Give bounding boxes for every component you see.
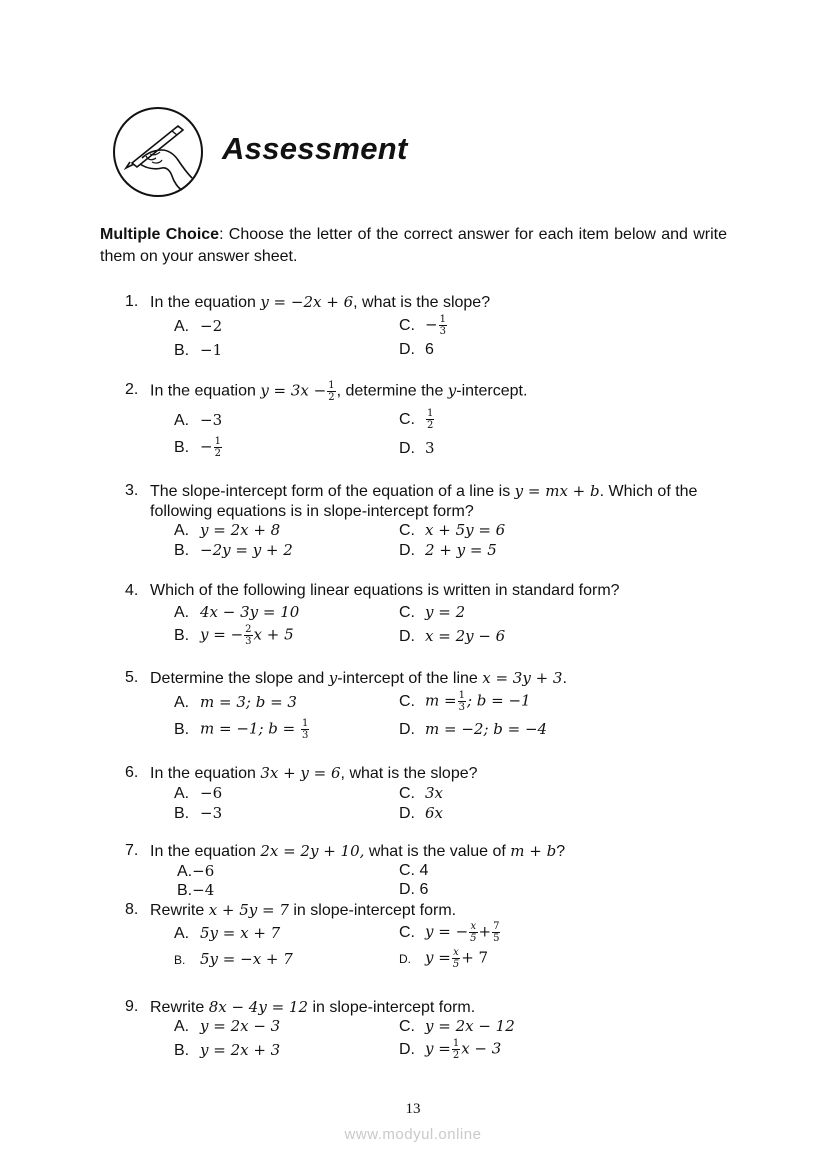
option-label: B.: [174, 626, 190, 644]
option-c: [399, 921, 501, 944]
option-value: x + 5y = 6: [425, 521, 506, 539]
question-3: [125, 481, 729, 522]
option-label: B.: [174, 542, 190, 559]
question-text: [150, 841, 745, 862]
option-value: y = 2x + 8: [200, 521, 281, 539]
instructions: [100, 224, 727, 268]
option-value: +: [478, 922, 492, 941]
option-label: A.: [177, 863, 193, 880]
option-c: [399, 314, 448, 337]
option-value: m =: [425, 691, 457, 710]
denominator: 3: [301, 730, 309, 741]
option-label: A.: [174, 318, 190, 335]
page-title: Assessment: [222, 131, 408, 166]
question-text: [150, 380, 745, 403]
text: . Which of the following equations is in slope-intercept form?: [150, 483, 698, 520]
question-number: 8.: [125, 901, 139, 918]
option-label: A.: [174, 785, 190, 802]
question-number: 6.: [125, 764, 139, 781]
question-5: [125, 668, 745, 689]
denominator: 3: [439, 326, 446, 337]
option-value: −2y = y + 2: [200, 541, 293, 559]
option-a: [174, 692, 297, 713]
option-value: −3: [200, 411, 223, 429]
question-number: 1.: [125, 293, 139, 310]
text: In the equation: [150, 765, 261, 782]
option-value: x = 2y − 6: [425, 627, 506, 645]
option-a: [174, 1016, 280, 1037]
option-c: [399, 690, 531, 713]
text: Rewrite: [150, 999, 209, 1016]
option-d: D. 6: [399, 881, 429, 898]
fraction: [327, 380, 335, 403]
text: In the equation: [150, 843, 261, 860]
option-b: [174, 1040, 280, 1061]
numerator: 2: [245, 624, 252, 635]
numerator: 1: [439, 314, 446, 325]
option-value: −3: [200, 804, 223, 822]
page-number: 13: [405, 1101, 421, 1117]
option-a: [174, 602, 299, 623]
numerator: 7: [493, 921, 500, 932]
question-text: [150, 763, 745, 784]
option-a: [174, 923, 280, 944]
option-value: y = 2x − 12: [425, 1017, 515, 1035]
option-c: [399, 520, 505, 541]
option-d: [399, 626, 505, 647]
option-b: [177, 880, 214, 901]
denominator: 5: [493, 933, 500, 944]
option-label: D.: [399, 440, 415, 457]
option-value: −6: [200, 784, 223, 802]
denominator: 3: [245, 636, 252, 647]
option-value: −: [425, 315, 438, 334]
option-value: 4x − 3y = 10: [200, 603, 300, 621]
math: 3x + y = 6: [260, 764, 341, 782]
option-value: −2: [200, 317, 223, 335]
option-label: D.: [399, 951, 411, 966]
option-label: A.: [174, 1018, 190, 1035]
denominator: 3: [458, 702, 465, 713]
instructions-label: Multiple Choice: [100, 226, 220, 243]
question-number: 5.: [125, 669, 139, 686]
option-a: [174, 410, 222, 431]
text: in slope-intercept form.: [308, 999, 476, 1016]
question-6: [125, 763, 745, 784]
question-number: 7.: [125, 842, 139, 859]
option-label: C.: [399, 522, 415, 539]
option-value: 5y = −x + 7: [200, 950, 293, 968]
option-a: [174, 316, 222, 337]
option-label: D.: [399, 805, 415, 822]
option-label: A.: [174, 604, 190, 621]
math: x = 3y + 3: [482, 669, 563, 687]
option-a: [177, 861, 214, 882]
math: y = 3x −: [260, 381, 327, 400]
option-label: C.: [399, 410, 415, 428]
question-number: 2.: [125, 381, 139, 398]
text: ?: [556, 843, 566, 860]
option-label: D.: [399, 1040, 415, 1058]
instructions-text: : Choose the letter of the correct answer for each item below and write them on your answer sheet.: [100, 226, 727, 265]
option-a: [174, 783, 222, 804]
text: -intercept of the line: [337, 670, 483, 687]
option-d: [399, 947, 488, 970]
option-label: B.: [174, 1042, 190, 1059]
text: , what is the slope?: [353, 294, 491, 311]
hand-writing-icon: [112, 106, 204, 198]
numerator: 1: [301, 718, 309, 729]
option-value: 3: [425, 439, 435, 457]
option-value: m = −1; b =: [200, 719, 300, 738]
math: 2x = 2y + 10,: [260, 842, 365, 860]
numerator: 1: [458, 690, 465, 701]
option-label: B.: [177, 882, 193, 899]
math: 8x − 4y = 12: [208, 998, 309, 1016]
math: y: [447, 381, 457, 400]
denominator: 5: [470, 933, 477, 944]
math: y = mx + b: [514, 482, 600, 500]
fraction: [492, 921, 500, 944]
math: y: [328, 669, 338, 687]
option-value: + 7: [461, 948, 489, 967]
option-d: [399, 340, 434, 360]
option-c: C. 4: [399, 862, 429, 879]
numerator: 1: [328, 380, 335, 391]
question-number: 9.: [125, 998, 139, 1015]
option-value: −4: [192, 881, 215, 899]
fraction: [458, 690, 466, 713]
fraction: [301, 718, 309, 741]
option-value: −6: [192, 862, 215, 880]
option-value: x − 3: [461, 1039, 502, 1058]
option-value: m = 3; b = 3: [200, 693, 297, 711]
question-text: [150, 481, 729, 522]
denominator: 2: [328, 392, 335, 403]
fraction: [469, 921, 477, 944]
option-label: C.: [399, 316, 415, 334]
question-text: [150, 668, 745, 689]
text: in slope-intercept form.: [288, 902, 457, 919]
option-b: [174, 803, 222, 824]
option-a: [174, 520, 280, 541]
option-label: C.: [399, 604, 415, 621]
option-label: B.: [174, 720, 190, 738]
text: -intercept.: [456, 382, 528, 400]
numerator: x: [453, 947, 459, 958]
option-value: y = −: [425, 922, 469, 941]
option-value: ; b = −1: [466, 691, 531, 710]
option-label: C.: [399, 785, 415, 802]
option-b: [174, 340, 222, 361]
question-text: [150, 997, 745, 1018]
fraction: [244, 624, 252, 647]
denominator: 2: [214, 448, 221, 459]
question-2: [125, 380, 745, 403]
option-d: [399, 540, 497, 561]
option-label: A.: [174, 522, 190, 539]
option-label: C.: [399, 1018, 415, 1035]
option-d: [399, 803, 443, 824]
question-8: [125, 900, 745, 921]
option-value: y = 2: [425, 603, 466, 621]
fraction: [214, 436, 222, 459]
denominator: 2: [452, 1050, 460, 1061]
option-value: y =: [425, 948, 451, 967]
option-label: D.: [399, 628, 415, 645]
text: Rewrite: [150, 902, 209, 919]
question-7: [125, 841, 745, 862]
fraction: [452, 1038, 460, 1061]
option-label: C.: [399, 692, 415, 710]
option-c: [399, 1016, 515, 1037]
option-value: −1: [200, 341, 223, 359]
option-value: y = 2x + 3: [200, 1041, 281, 1059]
option-b: [174, 949, 293, 970]
option-value: x + 5: [253, 625, 294, 644]
denominator: 2: [427, 420, 434, 431]
option-label: A.: [174, 694, 190, 711]
fraction: [452, 947, 460, 970]
text: what is the value of: [364, 843, 511, 860]
option-b: [174, 436, 223, 459]
option-label: D.: [399, 341, 415, 358]
numerator: x: [470, 921, 477, 932]
question-text: Which of the following linear equations is written in standard form?: [150, 582, 620, 599]
text: , determine the: [336, 382, 448, 400]
question-4: [125, 581, 745, 601]
option-label: C.: [399, 923, 415, 941]
numerator: 1: [452, 1038, 460, 1049]
question-number: 4.: [125, 582, 139, 599]
question-text: [150, 292, 745, 313]
option-label: D.: [399, 721, 415, 738]
text: The slope-intercept form of the equation of a line is: [150, 483, 515, 500]
watermark: www.modyul.online: [344, 1126, 482, 1143]
math: x + 5y = 7: [208, 901, 289, 919]
option-b: [174, 718, 310, 741]
option-value: 3x: [425, 784, 444, 802]
text: , what is the slope?: [340, 765, 478, 782]
fraction: [426, 408, 434, 431]
question-text: [150, 900, 745, 921]
option-label: A.: [174, 412, 190, 429]
option-value: m = −2; b = −4: [425, 720, 548, 738]
question-1: [125, 292, 745, 313]
option-d: [399, 1038, 501, 1061]
option-d: [399, 438, 435, 459]
question-number: 3.: [125, 482, 139, 499]
option-value: 2 + y = 5: [425, 541, 497, 559]
math: m + b: [510, 842, 557, 860]
fraction: [439, 314, 447, 337]
option-label: B.: [174, 953, 186, 967]
numerator: 1: [427, 408, 434, 419]
option-c: [399, 602, 465, 623]
text: .: [562, 670, 567, 687]
numerator: 1: [214, 436, 221, 447]
option-value: 5y = x + 7: [200, 924, 281, 942]
question-9: [125, 997, 745, 1018]
option-label: B.: [174, 438, 190, 456]
option-label: B.: [174, 342, 190, 359]
option-label: D.: [399, 542, 415, 559]
option-b: [174, 540, 293, 561]
option-value: −: [200, 437, 213, 456]
option-c: [399, 783, 443, 804]
option-value: 6x: [425, 804, 444, 822]
option-c: [399, 408, 435, 431]
text: Determine the slope and: [150, 670, 329, 687]
text: In the equation: [150, 294, 261, 311]
option-value: y = 2x − 3: [200, 1017, 281, 1035]
option-value: y = −: [200, 625, 244, 644]
option-value: y =: [425, 1039, 451, 1058]
denominator: 5: [452, 959, 460, 970]
option-d: [399, 719, 547, 740]
option-label: A.: [174, 925, 190, 942]
math: y = −2x + 6: [260, 293, 354, 311]
text: In the equation: [150, 382, 261, 400]
option-b: [174, 624, 294, 647]
option-value: 6: [425, 341, 434, 358]
option-label: B.: [174, 805, 190, 822]
